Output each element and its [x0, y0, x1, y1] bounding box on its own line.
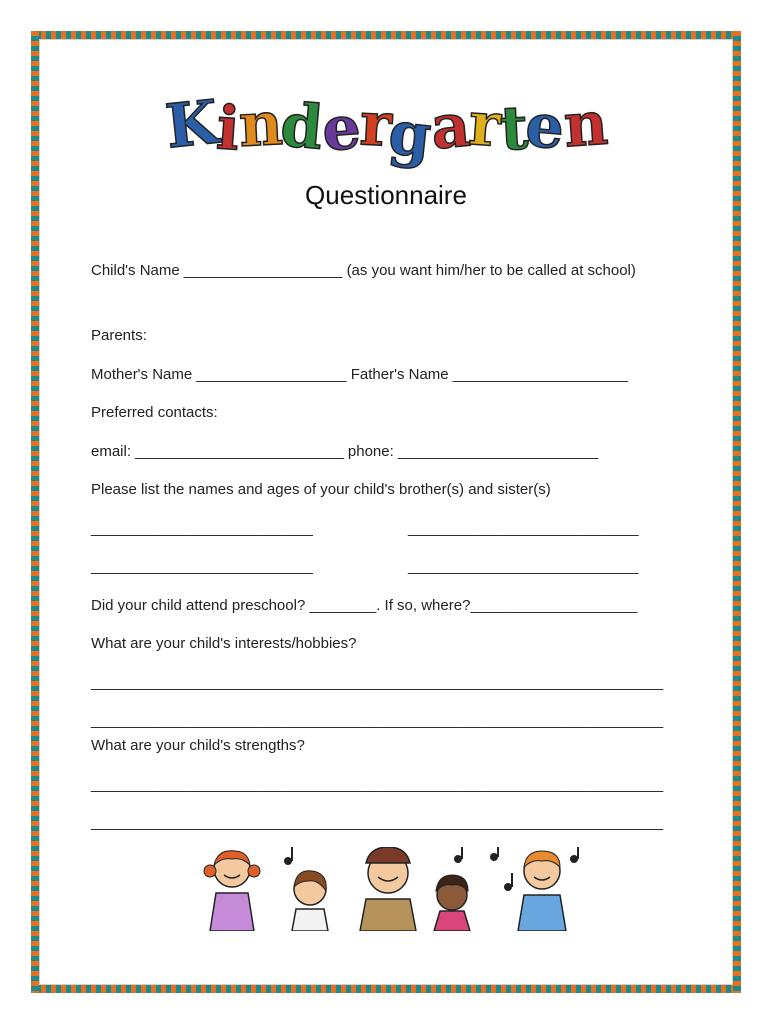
parents-label: Parents:: [91, 327, 147, 344]
sibling-blank: __________________________: [91, 558, 314, 575]
kindergarten-logo: [40, 87, 732, 172]
logo-letter: d: [278, 90, 326, 164]
interests-prompt: What are your child's interests/hobbies?: [91, 635, 357, 652]
logo-letter: K: [162, 87, 221, 163]
sibling-blank: ___________________________: [408, 558, 639, 575]
logo-letter: r: [357, 89, 392, 161]
logo-letter: n: [561, 88, 609, 162]
interests-blank: ___________________________________________________________________: [91, 674, 664, 691]
logo-letter: a: [428, 90, 473, 164]
sibling-blank: __________________________: [91, 520, 314, 537]
logo-letter: r: [466, 89, 503, 161]
child-name-line: Child's Name ___________________ (as you want him/her to be called at school): [91, 262, 636, 279]
preferred-contacts-label: Preferred contacts:: [91, 404, 218, 421]
strengths-blank: ___________________________________________________________________: [91, 776, 664, 793]
strengths-prompt: What are your child's strengths?: [91, 737, 305, 754]
page-subtitle: Questionnaire: [305, 180, 467, 210]
logo-letter: t: [498, 93, 529, 165]
page-content: [39, 39, 733, 985]
page-border: [31, 31, 741, 993]
child-figure: [292, 871, 328, 931]
siblings-prompt: Please list the names and ages of your child's brother(s) and sister(s): [91, 481, 551, 498]
interests-blank: ___________________________________________________________________: [91, 712, 664, 729]
child-figure: [434, 875, 470, 931]
dancing-children-illustration: [190, 847, 590, 931]
child-figure: [518, 851, 566, 931]
contacts-line: email: _________________________ phone: ________________________: [91, 443, 599, 460]
parent-names-line: Mother's Name __________________ Father's Name _____________________: [91, 366, 628, 383]
logo-letter: n: [236, 88, 284, 162]
strengths-blank: ___________________________________________________________________: [91, 814, 664, 831]
logo-letter: g: [385, 97, 434, 172]
preschool-line: Did your child attend preschool? ________. If so, where?____________________: [91, 597, 638, 614]
logo-letter: i: [214, 93, 241, 165]
logo-letter: e: [320, 92, 363, 166]
child-figure: [360, 847, 416, 931]
sibling-blank: ___________________________: [408, 520, 639, 537]
child-figure: [204, 851, 260, 931]
logo-letter: e: [523, 90, 567, 164]
